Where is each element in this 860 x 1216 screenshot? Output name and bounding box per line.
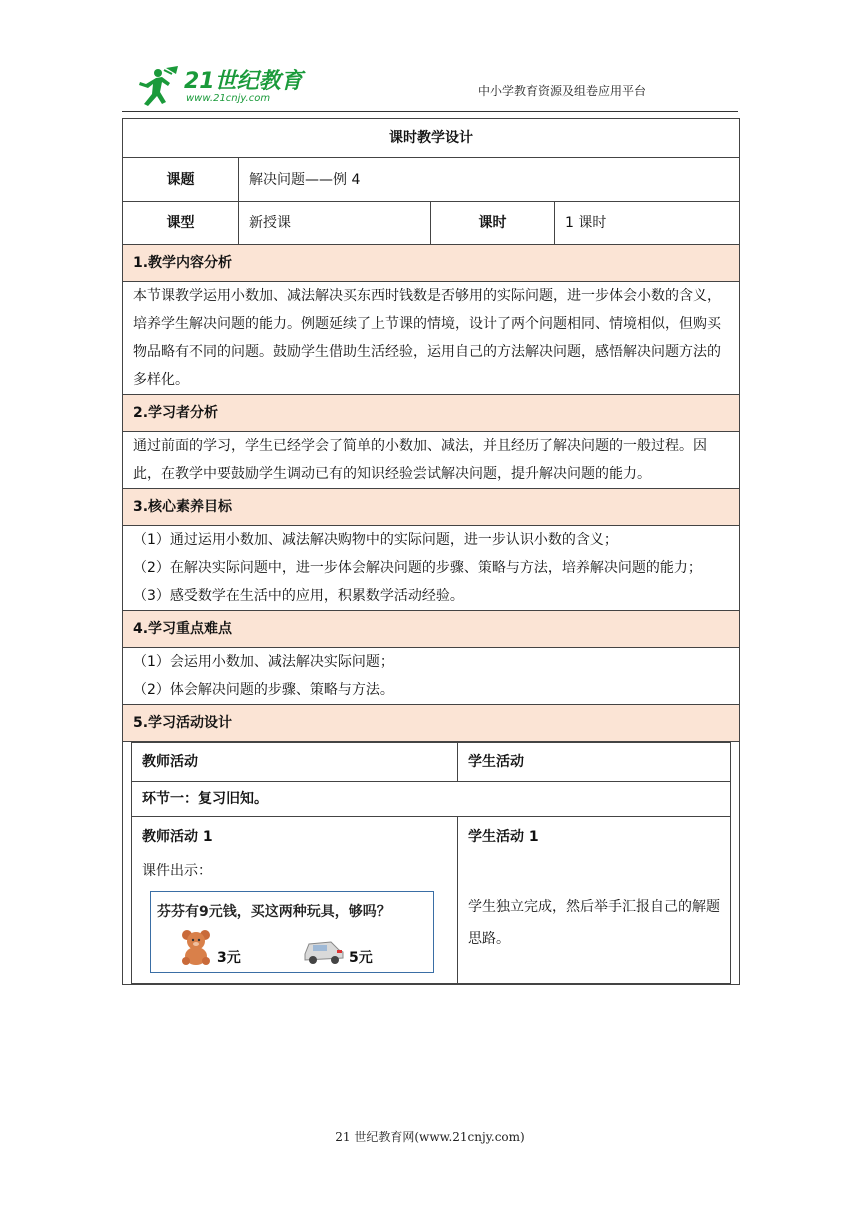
- section-4-header: [123, 611, 740, 648]
- page-header: [122, 60, 738, 110]
- section-title: 5.学习活动设计: [123, 705, 740, 742]
- lesson-plan-table: [122, 118, 740, 985]
- section-text: 通过前面的学习，学生已经学会了简单的小数加、减法，并且经历了解决问题的一般过程。因此，在教学中要鼓励学生调动已有的知识经验尝试解决问题，提升解决问题的能力。: [123, 432, 740, 489]
- section-title: 1.教学内容分析: [123, 245, 740, 282]
- list-item: （1）会运用小数加、减法解决实际问题；: [133, 654, 394, 670]
- toy-car-icon: [301, 936, 345, 966]
- logo: [136, 64, 316, 108]
- topic-value: 解决问题——例 4: [239, 158, 740, 202]
- table-title: 课时教学设计: [123, 119, 740, 158]
- section-3-body: [123, 526, 740, 611]
- section-5-body: [123, 742, 740, 985]
- step-row: [132, 782, 731, 817]
- section-4-body: [123, 648, 740, 705]
- teacher-activity-header: 教师活动: [132, 743, 458, 782]
- activity-header-row: [132, 743, 731, 782]
- keypoint-list: [123, 648, 740, 705]
- goal-list: [123, 526, 740, 611]
- type-label: 课型: [123, 202, 239, 245]
- student-activity-cell: [458, 817, 731, 984]
- type-row: [123, 202, 740, 245]
- type-value: 新授课: [239, 202, 431, 245]
- period-label: 课时: [431, 202, 555, 245]
- page-footer: 21 世纪教育网(www.21cnjy.com): [335, 1130, 525, 1144]
- list-item: （3）感受数学在生活中的应用，积累数学活动经验。: [133, 588, 464, 604]
- section-title: 4.学习重点难点: [123, 611, 740, 648]
- teacher-activity-text: 课件出示：: [142, 863, 212, 879]
- problem-question: 芬芬有9元钱，买这两种玩具，够吗？: [157, 904, 391, 920]
- teacher-activity-cell: [132, 817, 458, 984]
- section-1-body: [123, 282, 740, 395]
- section-2-body: [123, 432, 740, 489]
- section-title: 3.核心素养目标: [123, 489, 740, 526]
- activity-row: [132, 817, 731, 984]
- topic-label: 课题: [123, 158, 239, 202]
- teacher-activity-title: 教师活动 1: [142, 829, 213, 845]
- car-price: 5元: [349, 950, 373, 966]
- table-title-row: [123, 119, 740, 158]
- student-activity-header: 学生活动: [458, 743, 731, 782]
- section-2-header: [123, 395, 740, 432]
- section-text: 本节课教学运用小数加、减法解决买东西时钱数是否够用的实际问题，进一步体会小数的含义，培养学生解决问题的能力。例题延续了上节课的情境，设计了两个问题相同、情境相似，但购买物品略有不同的问题。鼓励学生借助生活经验，运用自己的方法解决问题，感悟解决问题方法的多样化。: [123, 282, 740, 395]
- section-3-header: [123, 489, 740, 526]
- header-divider: [122, 111, 738, 112]
- topic-row: [123, 158, 740, 202]
- section-1-header: [123, 245, 740, 282]
- logo-url: www.21cnjy.com: [186, 93, 271, 104]
- bear-price: 3元: [217, 950, 241, 966]
- step-title: [132, 782, 731, 817]
- list-item: （1）通过运用小数加、减法解决购物中的实际问题，进一步认识小数的含义；: [133, 532, 618, 548]
- student-activity-title: 学生活动 1: [468, 829, 539, 845]
- teddy-bear-icon: [179, 928, 213, 966]
- period-value: 1 课时: [555, 202, 740, 245]
- logo-text: 21世纪教育: [184, 69, 303, 94]
- section-title: 2.学习者分析: [123, 395, 740, 432]
- runner-logo-icon: [136, 64, 182, 108]
- platform-name: 中小学教育资源及组卷应用平台: [477, 84, 646, 98]
- step-label: 环节一：复习旧知。: [142, 791, 268, 807]
- activity-cell: [123, 742, 740, 985]
- student-activity-text: 学生独立完成，然后举手汇报自己的解题思路。: [468, 899, 720, 947]
- problem-illustration: [150, 891, 434, 973]
- section-5-header: [123, 705, 740, 742]
- activity-table: [131, 742, 731, 984]
- list-item: （2）在解决实际问题中，进一步体会解决问题的步骤、策略与方法，培养解决问题的能力；: [133, 560, 702, 576]
- list-item: （2）体会解决问题的步骤、策略与方法。: [133, 682, 394, 698]
